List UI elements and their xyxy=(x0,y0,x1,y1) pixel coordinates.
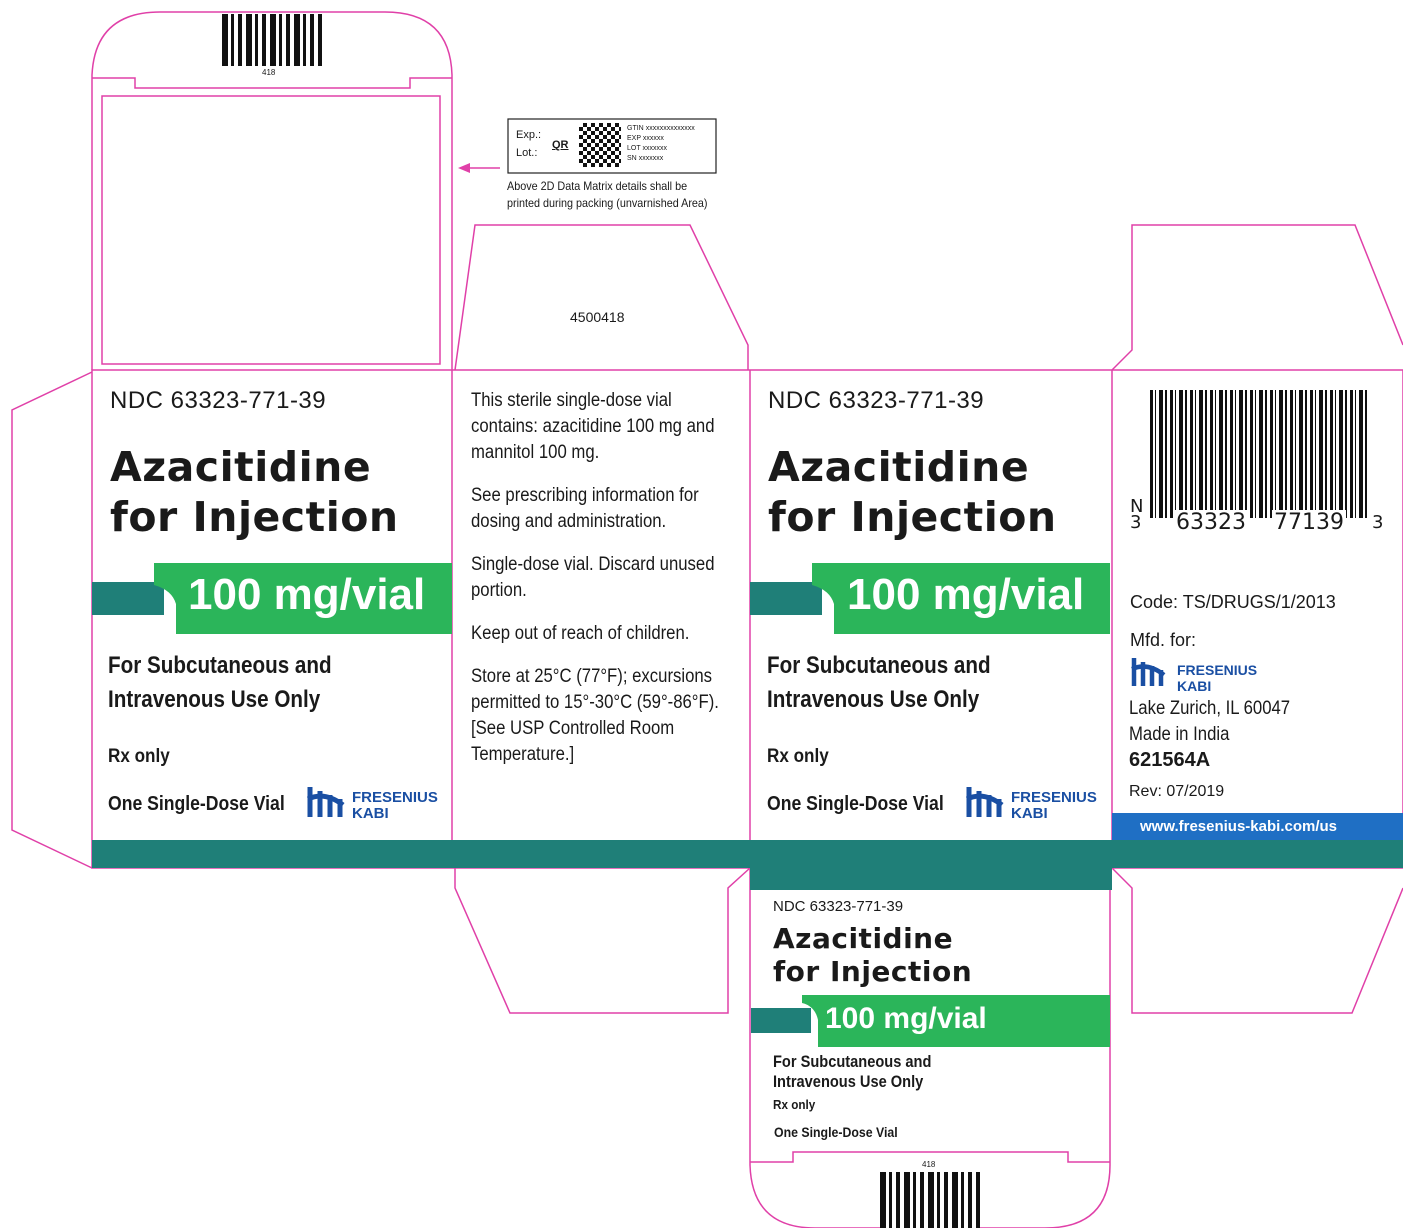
front-brand-logo xyxy=(305,785,345,824)
upc-digits-mid1: 63323 xyxy=(1176,510,1246,535)
info-prescribing: See prescribing information for dosing and administration. xyxy=(471,485,699,532)
front-brand-name: FRESENIUS KABI xyxy=(352,789,438,822)
bottom-quantity: One Single-Dose Vial xyxy=(774,1124,898,1140)
fresenius-logo-icon xyxy=(305,785,345,819)
side-brand-logo xyxy=(1130,656,1166,693)
front-product-title: Azacitidine for Injection xyxy=(110,443,399,541)
tuck-barcode xyxy=(222,14,322,66)
front-route: For Subcutaneous and Intravenous Use Only xyxy=(108,652,332,713)
exp-label: Exp.: xyxy=(516,129,542,141)
side-item-no: 621564A xyxy=(1129,749,1211,771)
glue-flap-code: 4500418 xyxy=(570,309,625,325)
back-rx-only: Rx only xyxy=(767,746,829,767)
front-quantity: One Single-Dose Vial xyxy=(108,793,285,815)
data-matrix-fields: GTIN xxxxxxxxxxxxxx EXP xxxxxx LOT xxxxxxx SN xxxxxxx xyxy=(627,125,695,162)
bottom-route: For Subcutaneous and Intravenous Use Only xyxy=(773,1052,932,1091)
upc-barcode xyxy=(1150,390,1370,518)
upc-digit-left: 3 xyxy=(1130,512,1142,533)
side-code: Code: TS/DRUGS/1/2013 xyxy=(1130,592,1336,612)
side-city: Lake Zurich, IL 60047 xyxy=(1129,698,1291,719)
side-website: www.fresenius-kabi.com/us xyxy=(1140,818,1337,835)
bottom-tuck-barcode xyxy=(880,1172,980,1228)
info-storage: Store at 25°C (77°F); excursions permitted to 15°-30°C (59°-86°F). [See USP Controlled Room Temperature.] xyxy=(471,666,719,765)
back-product-title: Azacitidine for Injection xyxy=(768,443,1057,541)
bottom-tuck-code: 418 xyxy=(922,1160,936,1169)
side-rev: Rev: 07/2019 xyxy=(1129,783,1225,800)
back-brand-logo xyxy=(964,785,1004,824)
tuck-code: 418 xyxy=(262,68,276,77)
back-quantity: One Single-Dose Vial xyxy=(767,793,944,815)
upc-digit-n: N xyxy=(1130,496,1144,517)
upc-digits-mid2: 77139 xyxy=(1274,510,1344,535)
info-panel xyxy=(471,388,751,785)
side-brand-name: FRESENIUS KABI xyxy=(1177,662,1258,694)
data-matrix-code xyxy=(579,123,621,167)
info-contents: This sterile single-dose vial contains: azacitidine 100 mg and mannitol 100 mg. xyxy=(471,390,715,463)
info-discard: Single-dose vial. Discard unused portion. xyxy=(471,554,715,601)
side-mfd-for: Mfd. for: xyxy=(1130,630,1197,650)
data-matrix-note: Above 2D Data Matrix details shall be printed during packing (unvarnished Area) xyxy=(507,179,708,210)
back-ndc: NDC 63323-771-39 xyxy=(768,387,985,414)
back-brand-name: FRESENIUS KABI xyxy=(1011,789,1097,822)
back-strength: 100 mg/vial xyxy=(847,570,1085,619)
back-route: For Subcutaneous and Intravenous Use Only xyxy=(767,652,991,713)
bottom-ndc: NDC 63323-771-39 xyxy=(773,898,904,915)
bottom-strength: 100 mg/vial xyxy=(825,1002,987,1035)
bottom-product-title: Azacitidine for Injection xyxy=(773,922,973,988)
front-ndc: NDC 63323-771-39 xyxy=(110,387,327,414)
side-made-in: Made in India xyxy=(1129,724,1230,745)
front-strength: 100 mg/vial xyxy=(188,570,426,619)
fresenius-logo-icon xyxy=(1130,656,1166,688)
upc-digit-right: 3 xyxy=(1372,512,1384,533)
qr-label: QR xyxy=(552,139,569,151)
front-rx-only: Rx only xyxy=(108,746,170,767)
data-matrix-box xyxy=(516,126,541,162)
bottom-rx-only: Rx only xyxy=(773,1097,816,1112)
lot-label: Lot.: xyxy=(516,147,538,159)
fresenius-logo-icon xyxy=(964,785,1004,819)
info-children: Keep out of reach of children. xyxy=(471,623,690,644)
